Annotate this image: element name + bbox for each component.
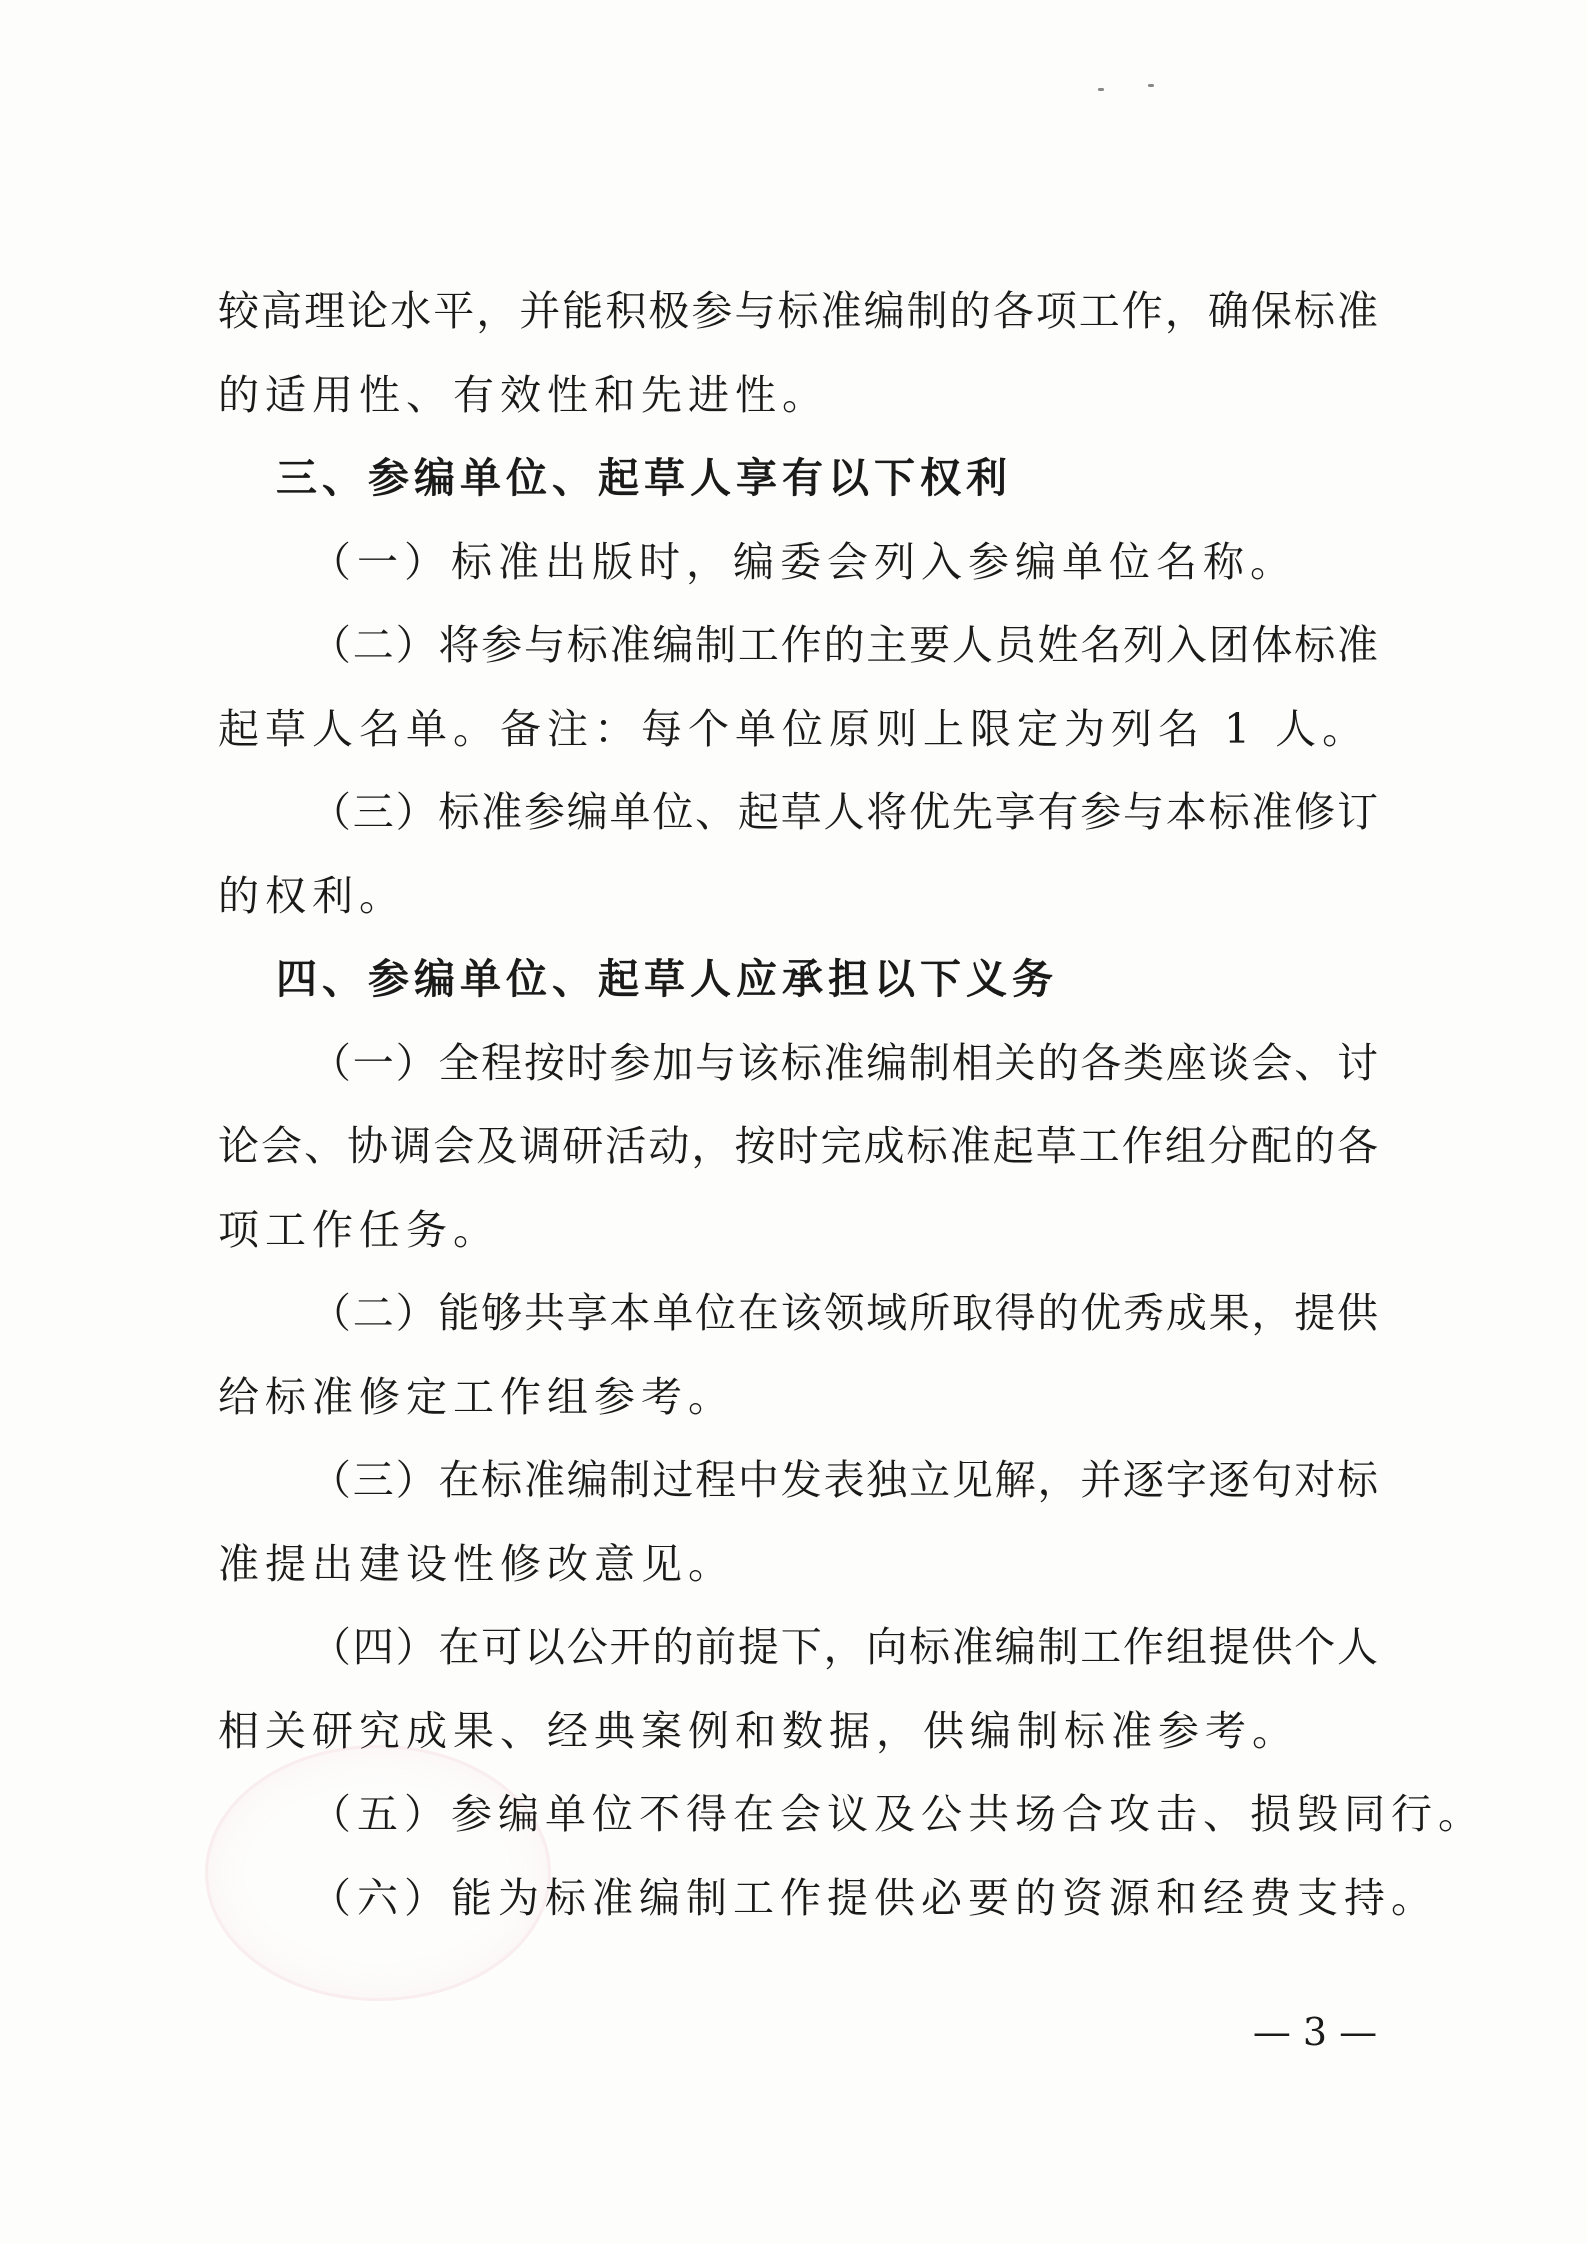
scan-speck xyxy=(1148,84,1154,87)
paragraph-line: 起草人名单。备注：每个单位原则上限定为列名 1 人。 xyxy=(218,704,1370,753)
paragraph-line: 的适用性、有效性和先进性。 xyxy=(218,370,829,419)
paragraph-line: （三）标准参编单位、起草人将优先享有参与本标准修订 xyxy=(310,788,1378,836)
paragraph-line: （四）在可以公开的前提下，向标准编制工作组提供个人 xyxy=(310,1623,1378,1671)
section-heading-rights: 三、参编单位、起草人享有以下权利 xyxy=(276,454,1012,502)
paragraph-line: （二）将参与标准编制工作的主要人员姓名列入团体标准 xyxy=(310,621,1378,669)
paragraph-line: 准提出建设性修改意见。 xyxy=(218,1539,735,1588)
paragraph-line: （六）能为标准编制工作提供必要的资源和经费支持。 xyxy=(310,1873,1438,1922)
page-number: — 3 — xyxy=(1252,2010,1378,2054)
paragraph-line: 论会、协调会及调研活动，按时完成标准起草工作组分配的各 xyxy=(218,1122,1378,1170)
paragraph-line: 项工作任务。 xyxy=(218,1205,500,1254)
paragraph-line: （一）全程按时参加与该标准编制相关的各类座谈会、讨 xyxy=(310,1038,1378,1087)
paragraph-line: （一）标准出版时，编委会列入参编单位名称。 xyxy=(310,537,1297,586)
paragraph-line: （五）参编单位不得在会议及公共场合攻击、损毁同行。 xyxy=(310,1790,1485,1838)
paragraph-line: 的权利。 xyxy=(218,871,406,920)
body-text xyxy=(218,270,1485,1940)
paragraph-line: 给标准修定工作组参考。 xyxy=(218,1372,735,1421)
paragraph-line: （三）在标准编制过程中发表独立见解，并逐字逐句对标 xyxy=(310,1456,1378,1504)
scan-speck xyxy=(1098,88,1104,91)
section-heading-obligations: 四、参编单位、起草人应承担以下义务 xyxy=(276,955,1058,1003)
paragraph-line: 相关研究成果、经典案例和数据，供编制标准参考。 xyxy=(218,1706,1299,1755)
paragraph-line: （二）能够共享本单位在该领域所取得的优秀成果，提供 xyxy=(310,1289,1378,1337)
paragraph-line: 较高理论水平，并能积极参与标准编制的各项工作，确保标准 xyxy=(218,287,1378,335)
